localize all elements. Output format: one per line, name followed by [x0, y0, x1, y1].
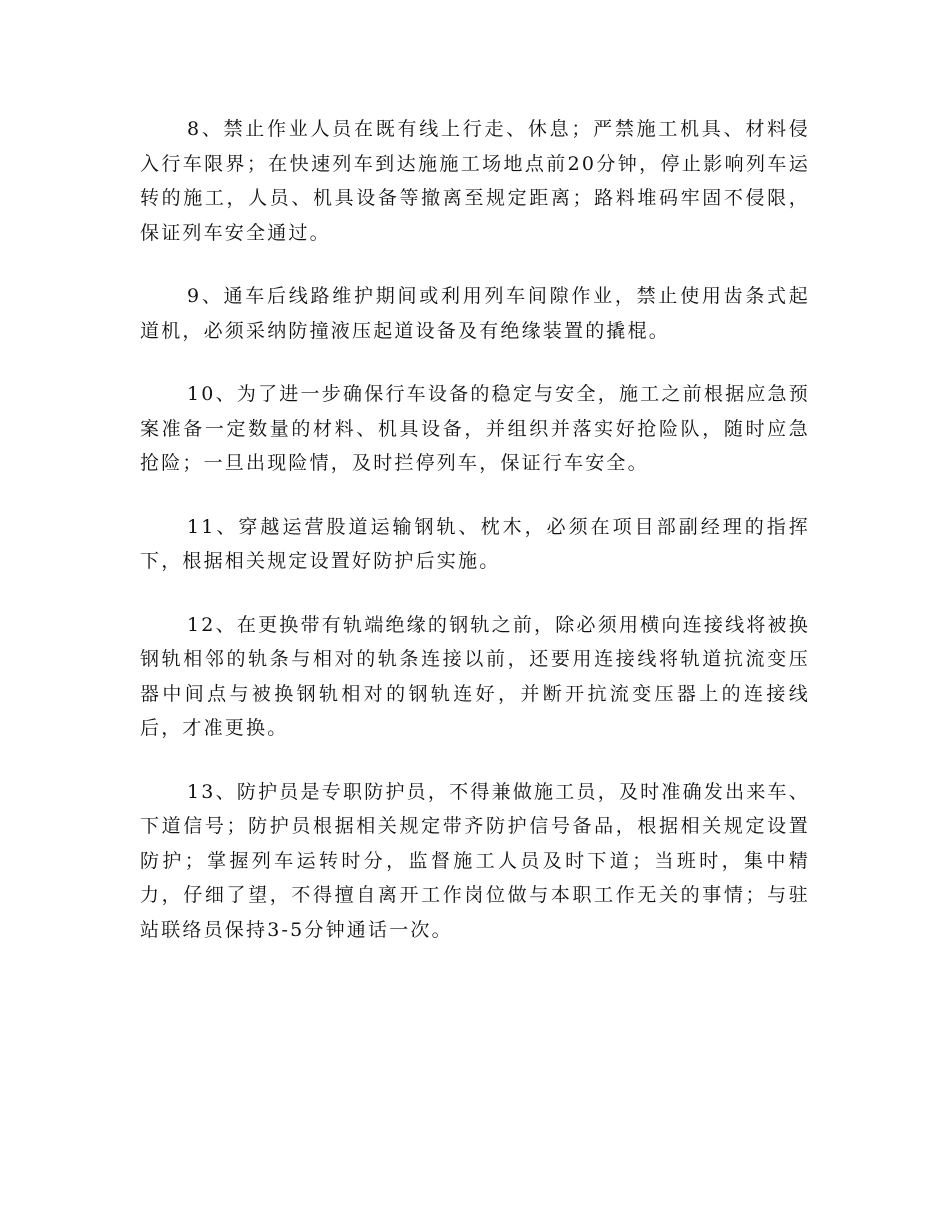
paragraph-item-8: 8、禁止作业人员在既有线上行走、休息；严禁施工机具、材料侵入行车限界；在快速列车到达施施工场地点前20分钟，停止影响列车运转的施工，人员、机具设备等撤离至规定距离；路料堆码牢固不侵限，保证列车安全通过。 — [140, 118, 810, 244]
paragraph-item-10: 10、为了进一步确保行车设备的稳定与安全，施工之前根据应急预案准备一定数量的材料、机具设备，并组织并落实好抢险队，随时应急抢险；一旦出现险情，及时拦停列车，保证行车安全。 — [140, 383, 810, 474]
paragraph-item-13: 13、防护员是专职防护员，不得兼做施工员，及时准确发出来车、下道信号；防护员根据相关规定带齐防护信号备品，根据相关规定设置防护；掌握列车运转时分，监督施工人员及时下道；当班时，集中精力，仔细了望，不得擅自离开工作岗位做与本职工作无关的事情；与驻站联络员保持3-5分钟通话一次。 — [140, 780, 810, 941]
paragraph-item-11: 11、穿越运营股道运输钢轨、枕木，必须在项目部副经理的指挥下，根据相关规定设置好防护后实施。 — [140, 515, 810, 572]
paragraph-item-12: 12、在更换带有轨端绝缘的钢轨之前，除必须用横向连接线将被换钢轨相邻的轨条与相对的轨条连接以前，还要用连接线将轨道抗流变压器中间点与被换钢轨相对的钢轨连好，并断开抗流变压器上的连接线后，才准更换。 — [140, 613, 810, 739]
paragraph-item-9: 9、通车后线路维护期间或利用列车间隙作业，禁止使用齿条式起道机，必须采纳防撞液压起道设备及有绝缘装置的撬棍。 — [140, 285, 810, 342]
